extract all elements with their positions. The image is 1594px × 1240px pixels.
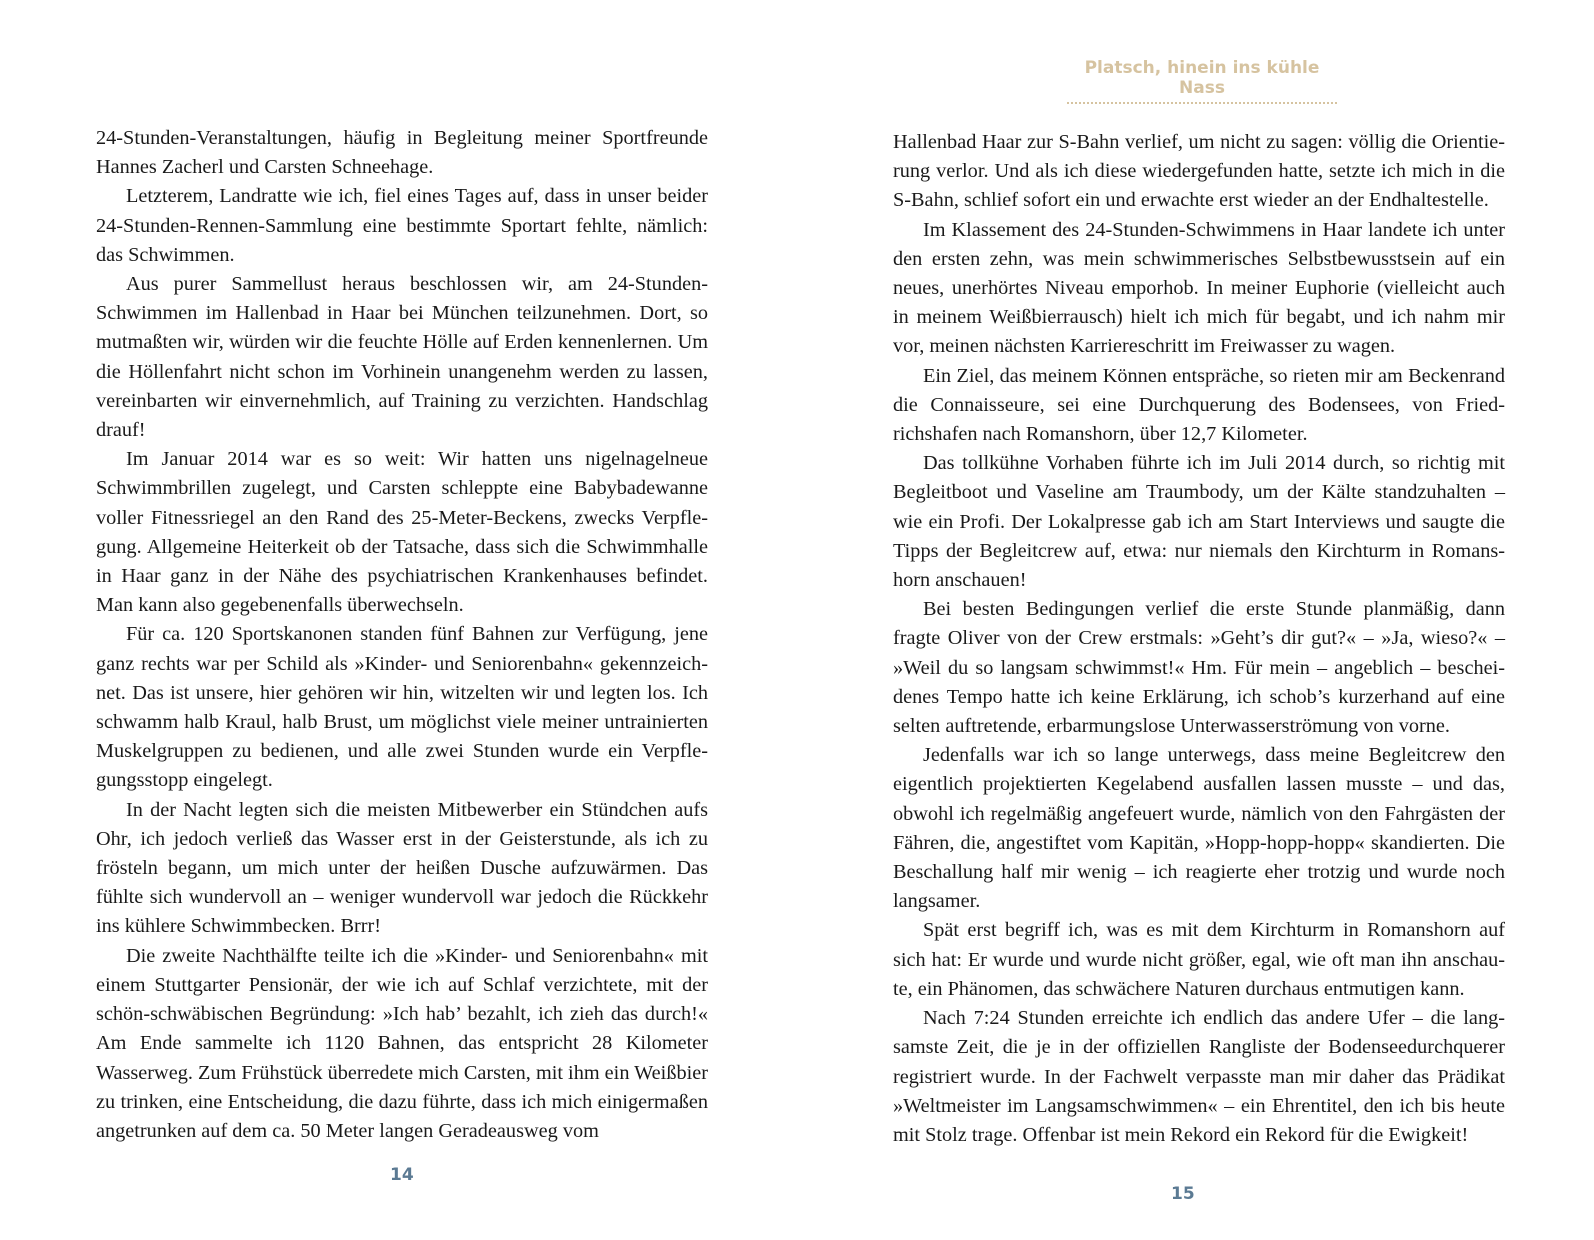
paragraph: Jedenfalls war ich so lange unterwegs, dass meine Begleitcrew den eigentlich projektierten Kegelabend ausfallen lassen musste – und das, obwohl ich regelmäßig angefeuert wurde, nämlich von den Fahrgästen der Fähren, die, angestiftet vom Kapitän, »Hopp-hopp-hopp« skandierten. Die Beschallung half mir wenig – ich reagierte eher trotzig und wurde noch langsamer. — [893, 744, 1505, 913]
paragraph: Aus purer Sammellust heraus beschlossen wir, am 24-Stunden-Schwimmen im Hallenbad in Haar bei München teilzunehmen. Dort, so mutmaßten wir, würden wir die feuchte Hölle auf Erden kennenlernen. Um die Höllenfahrt nicht schon im Vorhinein unangenehm werden zu lassen, vereinbarten wir einvernehmlich, auf Training zu verzichten. Handschlag drauf! — [96, 273, 708, 442]
paragraph: Hallenbad Haar zur S-Bahn verlief, um nicht zu sagen: völlig die Orientierung verlor. Und als ich diese wiedergefunden hatte, setzte ich mich in die S-Bahn, schlief sofort ein und erwachte erst wieder an der Endhaltestelle. — [893, 131, 1505, 212]
paragraph: 24-Stunden-Veranstaltungen, häufig in Begleitung meiner Sportfreunde Hannes Zacherl und Carsten Schneehage. — [96, 127, 708, 179]
paragraph: Ein Ziel, das meinem Können entspräche, so rieten mir am Beckenrand die Connaisseure, sei eine Durchquerung des Bodensees, von Friedrichshafen nach Romanshorn, über 12,7 Kilometer. — [893, 364, 1505, 446]
paragraph: Nach 7:24 Stunden erreichte ich endlich das andere Ufer – die langsamste Zeit, die je in der offiziellen Rangliste der Bodenseedurchquerer registriert wurde. In der Fachwelt verpasste man mir daher das Prädikat »Weltmeister im Langsamschwimmen« – ein Ehrentitel, den ich bis heute mit Stolz trage. Offenbar ist mein Rekord ein Rekord für die Ewigkeit! — [893, 1007, 1505, 1146]
right-page-body — [893, 128, 1505, 1150]
paragraph: Spät erst begriff ich, was es mit dem Kirchturm in Romanshorn auf sich hat: Er wurde und wurde nicht größer, egal, wie oft man ihn anschaute, ein Phänomen, das schwächere Naturen durchaus entmutigen kann. — [893, 919, 1505, 1000]
paragraph: Im Januar 2014 war es so weit: Wir hatten uns nigelnagelneue Schwimmbrillen zugelegt, und Carsten schleppte eine Babybadewanne voller Fitnessriegel an den Rand des 25-Meter-Beckens, zwecks Verpflegung. Allgemeine Heiterkeit ob der Tatsache, dass sich die Schwimmhalle in Haar ganz in der Nähe des psychiatrischen Krankenhauses befindet. Man kann also gegebenenfalls überwechseln. — [96, 448, 708, 617]
paragraph: Letzterem, Landratte wie ich, fiel eines Tages auf, dass in unser beider 24-Stunden-Rennen-Sammlung eine bestimmte Sportart fehlte, nämlich: das Schwimmen. — [96, 185, 708, 266]
paragraph: Das tollkühne Vorhaben führte ich im Juli 2014 durch, so richtig mit Begleitboot und Vaseline am Traumbody, um der Kälte standzuhalten – wie ein Profi. Der Lokalpresse gab ich am Start Interviews und saugte die Tipps der Begleitcrew auf, etwa: nur niemals den Kirchturm in Romanshorn anschauen! — [893, 452, 1505, 592]
paragraph: Die zweite Nachthälfte teilte ich die »Kinder- und Seniorenbahn« mit einem Stuttgarter Pensionär, der wie ich auf Schlaf verzichtete, mit der schön-schwäbischen Begründung: »Ich hab’ bezahlt, ich zieh das durch!« Am Ende sammelte ich 1120 Bahnen, das entspricht 28 Kilometer Wasserweg. Zum Frühstück überredete mich Carsten, mit ihm ein Weißbier zu trinken, eine Entscheidung, die dazu führte, dass ich mich einigermaßen angetrunken auf dem ca. 50 Meter langen Geradeausweg vom — [96, 944, 708, 1142]
right-page — [797, 0, 1594, 1240]
paragraph: Im Klassement des 24-Stunden-Schwimmens in Haar landete ich unter den ersten zehn, was mein schwimmerisches Selbstbewusstsein auf ein neues, unerhörtes Niveau emporhob. In meiner Euphorie (vielleicht auch in meinem Weißbierrausch) hielt ich mich für begabt, und ich nahm mir vor, meinen nächsten Karriereschritt im Freiwasser zu wagen. — [893, 218, 1505, 358]
running-head: Platsch, hinein ins kühle Nass — [1067, 58, 1337, 104]
paragraph: Für ca. 120 Sportskanonen standen fünf Bahnen zur Verfügung, jene ganz rechts war per Schild als »Kinder- und Seniorenbahn« gekennzeichnet. Das ist unsere, hier gehören wir hin, witzelten wir und legten los. Ich schwamm halb Kraul, halb Brust, um möglichst viele meiner untrainierten Muskelgruppen zu bedienen, und alle zwei Stunden wurde ein Verpflegungsstopp eingelegt. — [96, 623, 708, 792]
page-number: 14 — [390, 1165, 414, 1185]
left-page-body — [96, 124, 708, 1146]
paragraph: In der Nacht legten sich die meisten Mitbewerber ein Stündchen aufs Ohr, ich jedoch verließ das Wasser erst in der Geisterstunde, als ich zu frösteln begann, um mich unter der heißen Dusche aufzuwärmen. Das fühlte sich wundervoll an – weniger wundervoll war jedoch die Rückkehr ins kühlere Schwimmbecken. Brrr! — [96, 798, 708, 938]
paragraph: Bei besten Bedingungen verlief die erste Stunde planmäßig, dann fragte Oliver von der Crew erstmals: »Geht’s dir gut?« – »Ja, wieso?« – »Weil du so langsam schwimmst!« Hm. Für mein – angeblich – bescheidenes Tempo hatte ich keine Erklärung, ich schob’s kurzerhand auf eine selten auftretende, erbarmungslose Unterwasserströmung von vorne. — [893, 598, 1505, 738]
page-number: 15 — [1171, 1184, 1195, 1204]
